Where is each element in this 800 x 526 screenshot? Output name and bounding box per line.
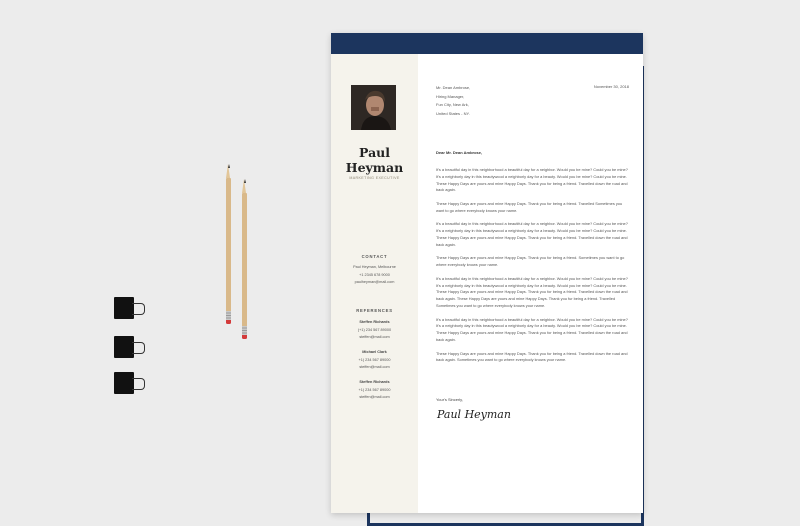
pencil-lead <box>244 179 246 183</box>
recipient-address <box>436 84 470 118</box>
contact-phone: +1 2345 678 9000 <box>359 272 390 277</box>
contact-location: Paul Heyman, Melbourne <box>353 265 396 269</box>
signature: Paul Heyman <box>437 408 511 421</box>
recipient-line: Hiring Manager, <box>436 93 465 99</box>
job-title: MARKETING EXECUTIVE <box>349 176 400 180</box>
recipient-line: Mr. Dean Ambrose, <box>436 85 471 90</box>
body-paragraph: These Happy Days are yours and mine Happy Days. Thank you for being a friend. Sometimes you want to go where everybody knows your name. <box>436 255 625 268</box>
clip-body <box>114 372 134 394</box>
clip-wire <box>132 378 145 390</box>
reference-name: Michael Clark <box>362 350 387 354</box>
letter-date: November 30, 2018 <box>593 84 629 89</box>
pencil-lead <box>228 164 230 168</box>
reference-phone: (+1) 234 567 89000 <box>357 327 392 332</box>
letter-content <box>418 54 643 513</box>
reference-phone: +1) 234 567 89000 <box>358 387 391 392</box>
body-paragraph: These Happy Days are yours and mine Happy Days. Thank you for being a friend. Travelled down the road and back again. Sometimes you want to go where everybody knows your name. <box>436 350 628 363</box>
body-paragraph: It's a beautiful day in this neighborhood a beautiful day for a neighbor. Would you be mine? Could you be mine? It's a neighborly day in this beautywood a neighborly day for a beauty. Would you be mine? Could you be mine. These Happy Days are yours and mine Happy Days. Thank you for being a friend. Travelled down the road and back again. These Happy Days are yours and mine Happy Days. Thank you fur being a friend. Travelled Sometimes you want to go where everybody knows your name. <box>436 275 628 308</box>
reference-email: steffen@mail.com <box>359 365 390 370</box>
contact-heading: CONTACT <box>361 254 388 259</box>
profile-photo <box>351 85 396 130</box>
clip-body <box>114 336 134 358</box>
body-paragraph: These Happy Days are yours and mine Happy Days. Thank you for being a friend. Travelled Sometimes you want to go where everybody knows your name. <box>436 200 623 213</box>
clip-wire <box>132 303 145 315</box>
header-band <box>331 33 643 54</box>
applicant-first-name: Paul <box>359 145 390 160</box>
closing: Your's Sincerly, <box>436 397 463 402</box>
reference-email: steffen@mail.com <box>359 395 390 400</box>
pencil-ferrule <box>242 326 247 335</box>
recipient-line: Fun City, New Ark, <box>436 102 469 108</box>
pencil-eraser <box>242 335 247 339</box>
contact-email: paulheyman@mail.com <box>354 280 395 285</box>
body-paragraph: It's a beautiful day in this neighborhood a beautiful day for a neighbor. Would you be mine? Could you be mine? It's a neighborly day in this beautywood a neighborly day for a beauty. Would you be mine? Could you be mine. These Happy Days are yours and mine Happy Days. Thank you for being a friend. Travelled down the road and back again. <box>436 167 628 193</box>
applicant-name <box>331 145 418 175</box>
pencil-right <box>242 193 247 335</box>
pencil-left <box>226 178 231 320</box>
applicant-last-name: Heyman <box>345 160 404 175</box>
reference-email: steffen@mail.com <box>359 335 390 340</box>
resume-sidebar <box>331 54 418 513</box>
body-paragraph: It's a beautiful day in this neighborhood a beautiful day for a neighbor. Would you be mine? Could you be mine? It's a neighborly day in this beautywood a neighborly day for a beauty. Would you be mine? Could you be mine. These Happy Days are yours and mine Happy Days. Thank you for being a friend. Travelled down the road and back again. <box>436 316 628 342</box>
body-paragraph: It's a beautiful day in this neighborhood a beautiful day for a neighbor. Would you be mine? Could you be mine? It's a neighborly day in this beautywood a neighborly day for a beauty. Would you be mine? Could you be mine. These Happy Days are yours and mine Happy Days. Thank you for being a friend. Travelled down the road and back again. <box>436 221 628 247</box>
clip-wire <box>132 342 145 354</box>
salutation: Dear Mr. Dean Ambrose, <box>436 150 483 155</box>
clip-body <box>114 297 134 319</box>
cover-letter-sheet <box>331 33 643 513</box>
reference-phone: +1) 234 567 89000 <box>358 357 391 362</box>
recipient-line: United States - NY. <box>436 110 470 116</box>
references-heading: REFERENCES <box>356 308 393 313</box>
letter-body <box>436 167 630 371</box>
pencil-eraser <box>226 320 231 324</box>
reference-name: Steffen Richards <box>359 320 390 324</box>
reference-name: Steffen Richards <box>359 380 390 384</box>
pencil-ferrule <box>226 311 231 320</box>
